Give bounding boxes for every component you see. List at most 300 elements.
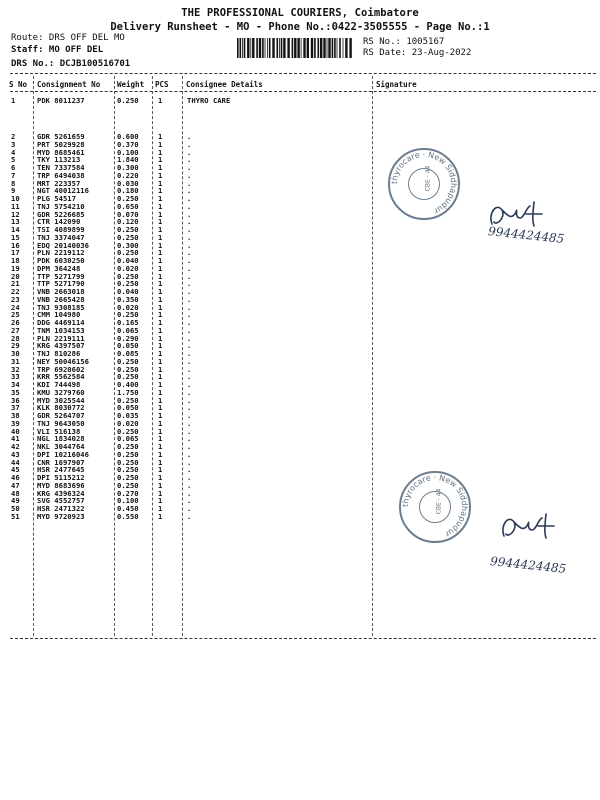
table-row bbox=[0, 373, 600, 381]
consignee-name: . bbox=[187, 147, 192, 157]
serial-number: 34 bbox=[11, 380, 20, 389]
consignee-name: . bbox=[187, 271, 192, 281]
serial-number: 16 bbox=[11, 240, 20, 250]
serial-number: 2 bbox=[11, 132, 16, 141]
consignee-name: . bbox=[187, 333, 192, 343]
serial-number: 28 bbox=[11, 333, 20, 343]
stamp-inner-text: CBE - 44 bbox=[424, 165, 432, 192]
consignment-number: MYD 8683696 bbox=[37, 480, 85, 490]
table-row bbox=[0, 451, 600, 459]
serial-number: 47 bbox=[11, 480, 20, 490]
consignment-number: EDQ 20140036 bbox=[37, 240, 89, 250]
consignee-name: . bbox=[187, 256, 192, 265]
serial-number: 22 bbox=[11, 287, 20, 296]
serial-number: 8 bbox=[11, 178, 16, 188]
weight-value: 0.550 bbox=[117, 511, 139, 521]
table-row bbox=[0, 342, 600, 350]
weight-value: 0.250 bbox=[117, 248, 139, 258]
pieces-count: 1 bbox=[158, 178, 163, 188]
consignment-number: TNJ 9308185 bbox=[37, 302, 85, 312]
pieces-count: 1 bbox=[158, 411, 163, 420]
serial-number: 19 bbox=[11, 263, 20, 273]
table-row bbox=[0, 288, 600, 296]
consignee-name: . bbox=[187, 201, 192, 211]
consignee-name: . bbox=[187, 511, 192, 521]
consignment-number: VNB 2665428 bbox=[37, 294, 85, 304]
serial-number: 4 bbox=[11, 147, 16, 157]
table-row bbox=[0, 172, 600, 180]
pieces-count: 1 bbox=[158, 163, 163, 172]
pieces-count: 1 bbox=[158, 480, 163, 490]
weight-value: 1.750 bbox=[117, 387, 139, 397]
weight-value: 0.050 bbox=[117, 341, 139, 351]
pieces-count: 1 bbox=[158, 279, 163, 289]
weight-value: 0.030 bbox=[117, 178, 139, 188]
signature-phone: 9944424485 bbox=[489, 554, 567, 576]
consignment-number: DPM 364248 bbox=[37, 263, 81, 273]
consignment-number: PLG 54517 bbox=[37, 194, 76, 203]
table-row bbox=[0, 156, 600, 164]
table-row bbox=[0, 412, 600, 420]
weight-value: 0.650 bbox=[117, 201, 139, 211]
weight-value: 0.120 bbox=[117, 217, 139, 227]
consignee-name: . bbox=[187, 372, 192, 382]
serial-number: 1 bbox=[11, 96, 16, 105]
pieces-count: 1 bbox=[158, 403, 163, 413]
serial-number: 11 bbox=[11, 201, 20, 211]
consignee-name: . bbox=[187, 403, 192, 413]
pieces-count: 1 bbox=[158, 465, 163, 475]
pieces-count: 1 bbox=[158, 504, 163, 513]
pieces-count: 1 bbox=[158, 302, 163, 312]
handwritten-signature bbox=[498, 508, 558, 544]
pieces-count: 1 bbox=[158, 310, 163, 320]
consignment-number: KRG 4396324 bbox=[37, 488, 85, 498]
serial-number: 21 bbox=[11, 279, 20, 289]
table-row bbox=[0, 133, 600, 141]
serial-number: 18 bbox=[11, 256, 20, 265]
serial-number: 10 bbox=[11, 194, 20, 203]
weight-value: 0.250 bbox=[117, 194, 139, 203]
consignment-number: DPI 10216046 bbox=[37, 449, 89, 459]
consignment-number: MYD 9720923 bbox=[37, 511, 85, 521]
weight-value: 0.100 bbox=[117, 496, 139, 506]
weight-value: 0.250 bbox=[117, 310, 139, 320]
pieces-count: 1 bbox=[158, 341, 163, 351]
serial-number: 31 bbox=[11, 356, 20, 366]
pieces-count: 1 bbox=[158, 349, 163, 358]
pieces-count: 1 bbox=[158, 333, 163, 343]
pieces-count: 1 bbox=[158, 240, 163, 250]
consignee-name: . bbox=[187, 139, 192, 149]
table-row bbox=[0, 319, 600, 327]
table-row bbox=[0, 97, 600, 105]
weight-value: 0.040 bbox=[117, 287, 139, 296]
pieces-count: 1 bbox=[158, 380, 163, 389]
table-row bbox=[0, 164, 600, 172]
serial-number: 38 bbox=[11, 411, 20, 420]
consignment-number: TTP 5271799 bbox=[37, 271, 85, 281]
col-header-sno: S No bbox=[9, 80, 28, 89]
consignment-number: PRT 5029928 bbox=[37, 139, 85, 149]
pieces-count: 1 bbox=[158, 488, 163, 498]
pieces-count: 1 bbox=[158, 325, 163, 335]
weight-value: 0.370 bbox=[117, 139, 139, 149]
weight-value: 0.250 bbox=[117, 426, 139, 436]
consignee-name: . bbox=[187, 263, 192, 273]
weight-value: 0.180 bbox=[117, 186, 139, 196]
consignment-number: TTP 5271790 bbox=[37, 279, 85, 289]
serial-number: 32 bbox=[11, 364, 20, 374]
weight-value: 0.040 bbox=[117, 256, 139, 265]
weight-value: 0.065 bbox=[117, 325, 139, 335]
table-row bbox=[0, 381, 600, 389]
serial-number: 26 bbox=[11, 318, 20, 327]
serial-number: 17 bbox=[11, 248, 20, 258]
table-row bbox=[0, 466, 600, 474]
consignment-number: NEY 50046156 bbox=[37, 356, 89, 366]
pieces-count: 1 bbox=[158, 364, 163, 374]
pieces-count: 1 bbox=[158, 442, 163, 451]
serial-number: 9 bbox=[11, 186, 16, 196]
pieces-count: 1 bbox=[158, 318, 163, 327]
serial-number: 37 bbox=[11, 403, 20, 413]
consignee-name: . bbox=[187, 302, 192, 312]
consignee-name: . bbox=[187, 442, 192, 451]
table-row bbox=[0, 335, 600, 343]
weight-value: 0.250 bbox=[117, 364, 139, 374]
table-row bbox=[0, 280, 600, 288]
pieces-count: 1 bbox=[158, 201, 163, 211]
consignment-number: PDK 6030250 bbox=[37, 256, 85, 265]
drs-number: DRS No.: DCJB100516701 bbox=[11, 59, 131, 69]
table-row bbox=[0, 242, 600, 250]
consignee-name: . bbox=[187, 395, 192, 405]
weight-value: 0.250 bbox=[117, 225, 139, 234]
consignee-name: . bbox=[187, 418, 192, 428]
pieces-count: 1 bbox=[158, 96, 163, 105]
consignee-name: . bbox=[187, 341, 192, 351]
pieces-count: 1 bbox=[158, 418, 163, 428]
pieces-count: 1 bbox=[158, 194, 163, 203]
weight-value: 0.250 bbox=[117, 96, 139, 105]
table-row bbox=[0, 187, 600, 195]
table-row bbox=[0, 443, 600, 451]
serial-number: 43 bbox=[11, 449, 20, 459]
serial-number: 30 bbox=[11, 349, 20, 358]
serial-number: 39 bbox=[11, 418, 20, 428]
consignment-number: CMM 104980 bbox=[37, 310, 81, 320]
serial-number: 20 bbox=[11, 271, 20, 281]
col-header-signature: Signature bbox=[376, 80, 417, 89]
consignee-name: . bbox=[187, 279, 192, 289]
pieces-count: 1 bbox=[158, 147, 163, 157]
col-header-consignee: Consignee Details bbox=[186, 80, 263, 89]
serial-number: 42 bbox=[11, 442, 20, 451]
serial-number: 51 bbox=[11, 511, 20, 521]
weight-value: 0.220 bbox=[117, 170, 139, 180]
pieces-count: 1 bbox=[158, 209, 163, 219]
consignee-name: . bbox=[187, 488, 192, 498]
consignee-name: . bbox=[187, 496, 192, 506]
serial-number: 12 bbox=[11, 209, 20, 219]
pieces-count: 1 bbox=[158, 186, 163, 196]
thyrocare-stamp bbox=[388, 148, 460, 220]
consignment-number: HSR 2471322 bbox=[37, 504, 85, 513]
pieces-count: 1 bbox=[158, 457, 163, 467]
consignment-number: TNJ 9643050 bbox=[37, 418, 85, 428]
serial-number: 14 bbox=[11, 225, 20, 234]
pieces-count: 1 bbox=[158, 155, 163, 165]
weight-value: 0.020 bbox=[117, 418, 139, 428]
consignment-number: MRT 223357 bbox=[37, 178, 81, 188]
consignee-name: . bbox=[187, 132, 192, 141]
pieces-count: 1 bbox=[158, 372, 163, 382]
consignment-number: KDI 744498 bbox=[37, 380, 81, 389]
consignee-name: . bbox=[187, 240, 192, 250]
serial-number: 25 bbox=[11, 310, 20, 320]
consignee-name: . bbox=[187, 232, 192, 242]
consignee-name: . bbox=[187, 294, 192, 304]
consignee-name: . bbox=[187, 209, 192, 219]
serial-number: 48 bbox=[11, 488, 20, 498]
serial-number: 13 bbox=[11, 217, 20, 227]
weight-value: 0.290 bbox=[117, 333, 139, 343]
table-row bbox=[0, 304, 600, 312]
consignment-number: TNJ 5754210 bbox=[37, 201, 85, 211]
weight-value: 0.250 bbox=[117, 457, 139, 467]
weight-value: 0.250 bbox=[117, 465, 139, 475]
weight-value: 0.250 bbox=[117, 356, 139, 366]
table-row bbox=[0, 482, 600, 490]
weight-value: 0.250 bbox=[117, 279, 139, 289]
weight-value: 0.250 bbox=[117, 442, 139, 451]
serial-number: 46 bbox=[11, 473, 20, 482]
table-row bbox=[0, 249, 600, 257]
table-row bbox=[0, 180, 600, 188]
consignment-number: HSR 2477645 bbox=[37, 465, 85, 475]
table-row bbox=[0, 397, 600, 405]
consignment-number: CNR 1697907 bbox=[37, 457, 85, 467]
consignee-name: . bbox=[187, 170, 192, 180]
pieces-count: 1 bbox=[158, 496, 163, 506]
route-label: Route: DRS OFF DEL MO bbox=[11, 33, 125, 43]
serial-number: 35 bbox=[11, 387, 20, 397]
table-row bbox=[0, 497, 600, 505]
table-row bbox=[0, 490, 600, 498]
company-title: THE PROFESSIONAL COURIERS, Coimbatore bbox=[181, 7, 419, 19]
table-row bbox=[0, 273, 600, 281]
pieces-count: 1 bbox=[158, 287, 163, 296]
pieces-count: 1 bbox=[158, 356, 163, 366]
table-bottom-rule bbox=[10, 638, 596, 639]
consignment-number: TEN 7337584 bbox=[37, 163, 85, 172]
consignment-number: KLK 8030772 bbox=[37, 403, 85, 413]
consignment-number: PLN 2219112 bbox=[37, 248, 85, 258]
weight-value: 0.020 bbox=[117, 302, 139, 312]
table-row bbox=[0, 428, 600, 436]
weight-value: 0.600 bbox=[117, 132, 139, 141]
consignee-name: . bbox=[187, 194, 192, 203]
weight-value: 0.250 bbox=[117, 449, 139, 459]
table-top-rule bbox=[10, 73, 596, 74]
consignee-name: . bbox=[187, 248, 192, 258]
table-row bbox=[0, 389, 600, 397]
consignee-name: . bbox=[187, 178, 192, 188]
serial-number: 23 bbox=[11, 294, 20, 304]
consignee-name: . bbox=[187, 186, 192, 196]
table-row bbox=[0, 296, 600, 304]
table-row bbox=[0, 459, 600, 467]
serial-number: 49 bbox=[11, 496, 20, 506]
table-row bbox=[0, 350, 600, 358]
serial-number: 45 bbox=[11, 465, 20, 475]
svg-text:thyrocare · New Siddhapudur: thyrocare · New Siddhapudur bbox=[389, 149, 459, 216]
weight-value: 0.070 bbox=[117, 209, 139, 219]
weight-value: 0.350 bbox=[117, 294, 139, 304]
serial-number: 44 bbox=[11, 457, 20, 467]
consignment-number: DPI 5115212 bbox=[37, 473, 85, 482]
table-header-rule bbox=[10, 91, 596, 92]
consignment-number: NKL 3044764 bbox=[37, 442, 85, 451]
barcode bbox=[236, 38, 354, 58]
table-row bbox=[0, 358, 600, 366]
weight-value: 0.035 bbox=[117, 411, 139, 420]
table-row bbox=[0, 366, 600, 374]
consignment-number: KRR 5562584 bbox=[37, 372, 85, 382]
consignment-number: VNB 2663018 bbox=[37, 287, 85, 296]
weight-value: 0.250 bbox=[117, 473, 139, 482]
consignee-name: . bbox=[187, 411, 192, 420]
consignee-name: . bbox=[187, 287, 192, 296]
pieces-count: 1 bbox=[158, 248, 163, 258]
consignment-number: PDK 8011237 bbox=[37, 96, 85, 105]
serial-number: 15 bbox=[11, 232, 20, 242]
consignment-number: TSI 4089899 bbox=[37, 225, 85, 234]
svg-text:thyrocare · New Siddhapudur: thyrocare · New Siddhapudur bbox=[400, 472, 470, 539]
pieces-count: 1 bbox=[158, 225, 163, 234]
consignment-number: DDG 4469114 bbox=[37, 318, 85, 327]
pieces-count: 1 bbox=[158, 271, 163, 281]
consignment-number: TRP 6494038 bbox=[37, 170, 85, 180]
pieces-count: 1 bbox=[158, 139, 163, 149]
pieces-count: 1 bbox=[158, 170, 163, 180]
consignee-name: . bbox=[187, 325, 192, 335]
rs-number: RS No.: 1005167 bbox=[363, 37, 445, 47]
serial-number: 50 bbox=[11, 504, 20, 513]
consignee-name: . bbox=[187, 155, 192, 165]
consignee-name: . bbox=[187, 449, 192, 459]
table-row bbox=[0, 257, 600, 265]
consignee-name: THYRO CARE bbox=[187, 96, 231, 105]
col-header-pcs: PCS bbox=[155, 80, 169, 89]
serial-number: 24 bbox=[11, 302, 20, 312]
weight-value: 0.250 bbox=[117, 480, 139, 490]
staff-label: Staff: MO OFF DEL bbox=[11, 45, 104, 55]
pieces-count: 1 bbox=[158, 473, 163, 482]
pieces-count: 1 bbox=[158, 263, 163, 273]
consignment-number: TNM 1034153 bbox=[37, 325, 85, 335]
serial-number: 5 bbox=[11, 155, 16, 165]
consignee-name: . bbox=[187, 480, 192, 490]
pieces-count: 1 bbox=[158, 387, 163, 397]
weight-value: 0.250 bbox=[117, 372, 139, 382]
weight-value: 0.250 bbox=[117, 271, 139, 281]
table-row bbox=[0, 311, 600, 319]
signature-phone: 9944424485 bbox=[487, 224, 565, 246]
consignment-number: NGL 1834028 bbox=[37, 434, 85, 444]
runsheet-subtitle: Delivery Runsheet - MO - Phone No.:0422-3505555 - Page No.:1 bbox=[110, 21, 490, 33]
pieces-count: 1 bbox=[158, 434, 163, 444]
table-row bbox=[0, 474, 600, 482]
weight-value: 0.085 bbox=[117, 349, 139, 358]
serial-number: 40 bbox=[11, 426, 20, 436]
rs-date: RS Date: 23-Aug-2022 bbox=[363, 48, 472, 58]
pieces-count: 1 bbox=[158, 426, 163, 436]
consignee-name: . bbox=[187, 473, 192, 482]
consignee-name: . bbox=[187, 457, 192, 467]
weight-value: 0.020 bbox=[117, 263, 139, 273]
consignee-name: . bbox=[187, 349, 192, 358]
weight-value: 0.100 bbox=[117, 147, 139, 157]
weight-value: 0.300 bbox=[117, 163, 139, 172]
weight-value: 0.165 bbox=[117, 318, 139, 327]
consignment-number: SVG 4552757 bbox=[37, 496, 85, 506]
consignment-number: MYD 3025544 bbox=[37, 395, 85, 405]
consignee-name: . bbox=[187, 387, 192, 397]
consignee-name: . bbox=[187, 310, 192, 320]
serial-number: 41 bbox=[11, 434, 20, 444]
pieces-count: 1 bbox=[158, 511, 163, 521]
consignment-number: CTR 142090 bbox=[37, 217, 81, 227]
consignment-number: TRP 6920602 bbox=[37, 364, 85, 374]
consignment-number: TKY 113213 bbox=[37, 155, 81, 165]
pieces-count: 1 bbox=[158, 449, 163, 459]
consignee-name: . bbox=[187, 364, 192, 374]
pieces-count: 1 bbox=[158, 256, 163, 265]
pieces-count: 1 bbox=[158, 294, 163, 304]
serial-number: 6 bbox=[11, 163, 16, 172]
consignment-number: TNJ 3374047 bbox=[37, 232, 85, 242]
serial-number: 33 bbox=[11, 372, 20, 382]
pieces-count: 1 bbox=[158, 395, 163, 405]
consignment-number: KRG 4397507 bbox=[37, 341, 85, 351]
consignee-name: . bbox=[187, 380, 192, 389]
serial-number: 36 bbox=[11, 395, 20, 405]
consignee-name: . bbox=[187, 318, 192, 327]
table-row bbox=[0, 265, 600, 273]
consignment-number: NGT 40012116 bbox=[37, 186, 89, 196]
weight-value: 0.250 bbox=[117, 232, 139, 242]
col-header-weight: Weight bbox=[117, 80, 145, 89]
pieces-count: 1 bbox=[158, 232, 163, 242]
table-row bbox=[0, 404, 600, 412]
consignee-name: . bbox=[187, 225, 192, 234]
consignment-number: MYD 8685461 bbox=[37, 147, 85, 157]
consignment-number: TNJ 810286 bbox=[37, 349, 81, 358]
consignment-number: GDR 5264707 bbox=[37, 411, 85, 420]
consignee-name: . bbox=[187, 504, 192, 513]
consignment-number: GDR 5226685 bbox=[37, 209, 85, 219]
table-row bbox=[0, 141, 600, 149]
consignee-name: . bbox=[187, 426, 192, 436]
weight-value: 0.065 bbox=[117, 434, 139, 444]
weight-value: 0.270 bbox=[117, 488, 139, 498]
consignment-number: KMU 3279760 bbox=[37, 387, 85, 397]
serial-number: 7 bbox=[11, 170, 16, 180]
table-row bbox=[0, 149, 600, 157]
pieces-count: 1 bbox=[158, 132, 163, 141]
